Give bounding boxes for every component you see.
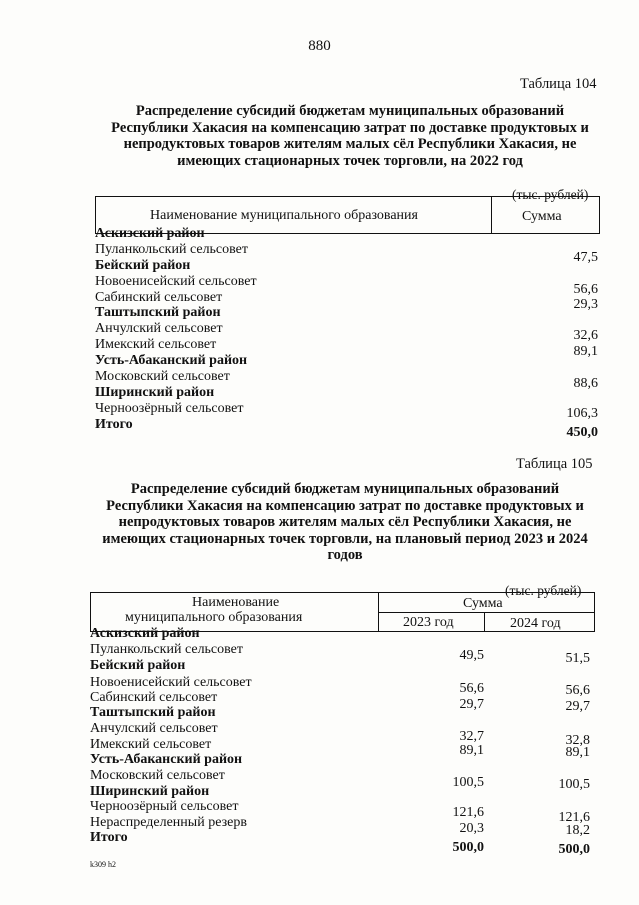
value-2024: 89,1: [565, 745, 590, 760]
value-2023: 20,3: [459, 821, 484, 836]
municipality-name: Пуланкольский сельсовет: [90, 642, 244, 657]
table-104-col-name: Наименование муниципального образования: [150, 208, 418, 223]
municipality-name: Пуланкольский сельсовет: [95, 242, 249, 257]
value-2023: 100,5: [452, 775, 484, 790]
table-105-title: Распределение субсидий бюджетам муниципальных образований Республики Хакасия на компенсацию затрат по доставке продуктовых и непродуктовых товаров жителям малых сёл Республики Хакасия, не имеющих стационарных точек торговли, на плановый период 2023 и 2024 годов: [102, 481, 588, 563]
sum-value: 56,6: [573, 282, 598, 297]
municipality-name: Имекский сельсовет: [90, 737, 212, 752]
value-2024: 18,2: [565, 823, 590, 838]
table-105-header-subline: [378, 612, 595, 613]
region-name: Усть-Абаканский район: [90, 752, 243, 767]
table-104-header-divider: [491, 196, 492, 234]
value-2024: 500,0: [558, 842, 590, 857]
sum-value: 106,3: [566, 406, 598, 421]
table-105-col-2024: 2024 год: [510, 616, 561, 631]
region-name: Усть-Абаканский район: [95, 353, 248, 368]
municipality-name: Нераспределенный резерв: [90, 815, 247, 830]
value-2023: 32,7: [459, 729, 484, 744]
value-2024: 29,7: [565, 699, 590, 714]
municipality-name: Анчулский сельсовет: [95, 321, 223, 336]
municipality-name: Новоенисейский сельсовет: [90, 675, 252, 690]
municipality-name: Имекский сельсовет: [95, 337, 217, 352]
sum-value: 88,6: [573, 376, 598, 391]
table-105-col-name-2: муниципального образования: [125, 610, 303, 625]
municipality-name: Черноозёрный сельсовет: [95, 401, 244, 416]
table-104-title: Распределение субсидий бюджетам муниципальных образований Республики Хакасия на компенсацию затрат по доставке продуктовых и непродуктовых товаров жителям малых сёл Республики Хакасия, не имеющих стационарных точек торговли, на 2022 год: [111, 103, 589, 169]
footer-code: k309 h2: [90, 860, 116, 869]
region-name: Ширинский район: [95, 385, 215, 400]
table-105-col-sum: Сумма: [463, 596, 503, 611]
value-2023: 29,7: [459, 697, 484, 712]
municipality-name: Московский сельсовет: [95, 369, 230, 384]
municipality-name: Анчулский сельсовет: [90, 721, 218, 736]
region-name: Итого: [95, 417, 133, 432]
region-name: Бейский район: [90, 658, 186, 673]
table-105-col-2023: 2023 год: [403, 615, 454, 630]
value-2023: 121,6: [452, 805, 484, 820]
region-name: Бейский район: [95, 258, 191, 273]
region-name: Аскизский район: [90, 626, 200, 641]
table-105-label: Таблица 105: [516, 456, 593, 472]
region-name: Таштыпский район: [90, 705, 216, 720]
table-105-col-name-1: Наименование: [192, 595, 280, 610]
sum-value: 450,0: [566, 425, 598, 440]
value-2024: 100,5: [558, 777, 590, 792]
municipality-name: Новоенисейский сельсовет: [95, 274, 257, 289]
table-105-units: (тыс. рублей): [505, 583, 582, 598]
page-number: 880: [308, 38, 331, 54]
sum-value: 32,6: [573, 328, 598, 343]
sum-value: 89,1: [573, 344, 598, 359]
value-2024: 121,6: [558, 810, 590, 825]
sum-value: 47,5: [573, 250, 598, 265]
sum-value: 29,3: [573, 297, 598, 312]
table-104-label: Таблица 104: [520, 76, 597, 92]
region-name: Ширинский район: [90, 784, 210, 799]
region-name: Таштыпский район: [95, 305, 221, 320]
region-name: Аскизский район: [95, 226, 205, 241]
value-2023: 49,5: [459, 648, 484, 663]
value-2024: 56,6: [565, 683, 590, 698]
value-2023: 56,6: [459, 681, 484, 696]
municipality-name: Сабинский сельсовет: [95, 290, 223, 305]
municipality-name: Московский сельсовет: [90, 768, 225, 783]
value-2024: 32,8: [565, 733, 590, 748]
value-2023: 89,1: [459, 743, 484, 758]
municipality-name: Черноозёрный сельсовет: [90, 799, 239, 814]
region-name: Итого: [90, 830, 128, 845]
table-105-header-divider-2: [484, 612, 485, 632]
value-2023: 500,0: [452, 840, 484, 855]
municipality-name: Сабинский сельсовет: [90, 690, 218, 705]
value-2024: 51,5: [565, 651, 590, 666]
table-104-col-sum: Сумма: [522, 209, 562, 224]
table-104-units: (тыс. рублей): [512, 187, 589, 202]
